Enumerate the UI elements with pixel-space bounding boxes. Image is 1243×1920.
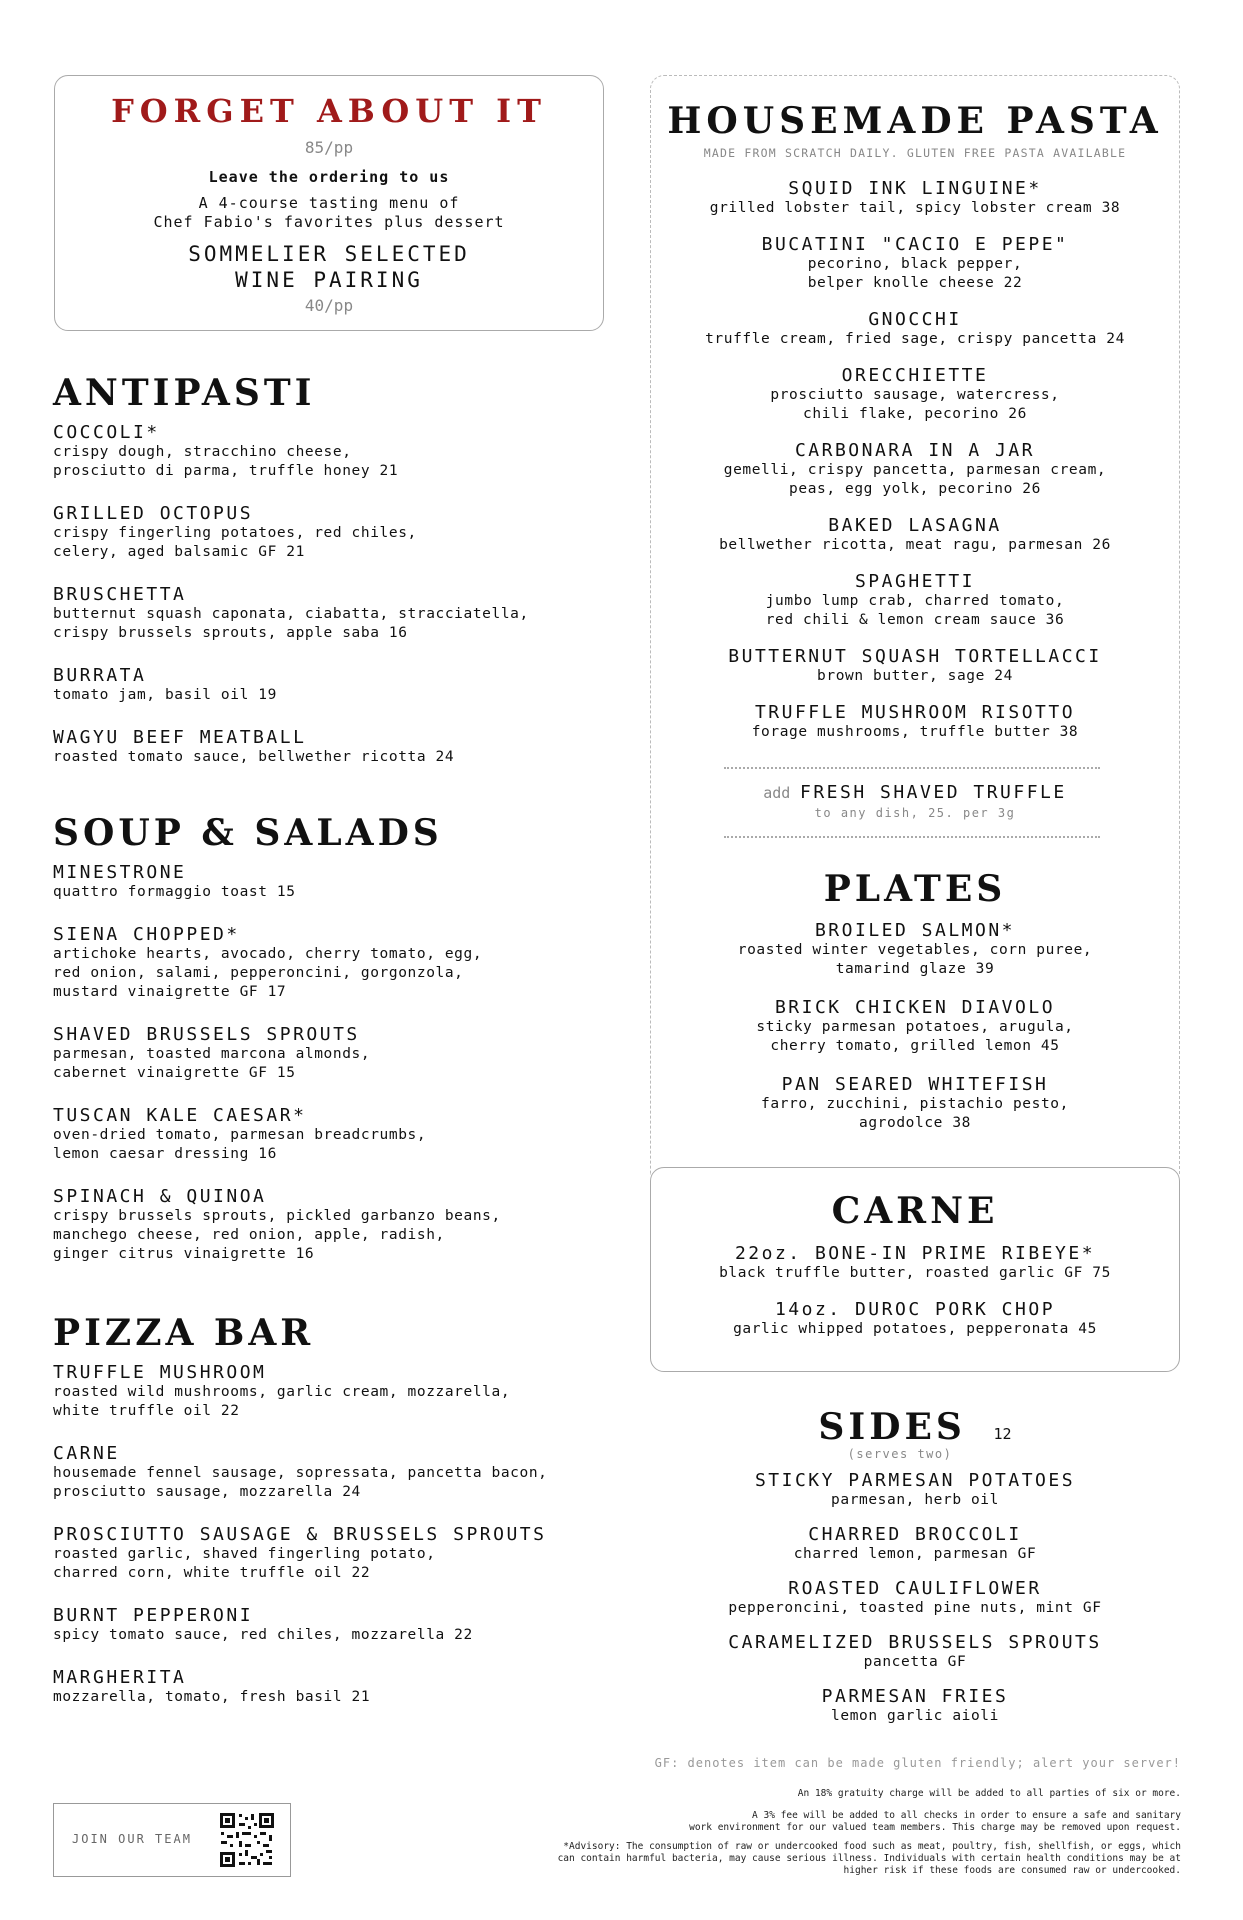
antipasti-item-desc: tomato jam, basil oil 19 (53, 687, 277, 703)
carne-title: CARNE (831, 1190, 999, 1232)
pasta-item (650, 571, 1180, 630)
antipasti-item (53, 584, 613, 643)
plates-item-desc: tamarind glaze 39 (835, 961, 995, 977)
pasta-item-desc: prosciutto sausage, watercress, (770, 387, 1060, 403)
advisory-3: higher risk if these foods are consumed raw or undercooked. (843, 1865, 1181, 1876)
soups-item-desc: cabernet vinaigrette GF 15 (53, 1065, 296, 1081)
pasta-item-name: TRUFFLE MUSHROOM RISOTTO (754, 702, 1076, 723)
antipasti-item (53, 503, 613, 562)
plates-item (650, 997, 1180, 1056)
tasting-desc-1: A 4-course tasting menu of (198, 194, 460, 212)
soups-item-name: MINESTRONE (53, 862, 187, 883)
antipasti-item-desc: crispy dough, stracchino cheese, (53, 444, 352, 460)
carne-list (650, 1243, 1180, 1355)
tasting-menu-box (54, 75, 604, 331)
plates-item-desc: farro, zucchini, pistachio pesto, (761, 1096, 1069, 1112)
truffle-addon-name: FRESH SHAVED TRUFFLE (799, 782, 1067, 803)
soups-item-name: SIENA CHOPPED* (53, 924, 240, 945)
pasta-item-desc: brown butter, sage 24 (817, 668, 1013, 684)
pizza-item-name: BURNT PEPPERONI (53, 1605, 254, 1626)
pasta-item-desc: chili flake, pecorino 26 (803, 406, 1027, 422)
pasta-item-desc: bellwether ricotta, meat ragu, parmesan 26 (719, 537, 1111, 553)
pizza-item-desc: mozzarella, tomato, fresh basil 21 (53, 1689, 371, 1705)
join-team-box[interactable] (53, 1803, 291, 1877)
sides-item-desc: lemon garlic aioli (831, 1708, 999, 1724)
pasta-item-desc: pecorino, black pepper, (807, 256, 1023, 272)
sides-item-desc: charred lemon, parmesan GF (793, 1546, 1037, 1562)
soups-item-desc: artichoke hearts, avocado, cherry tomato, egg, (53, 946, 483, 962)
pasta-item-desc: truffle cream, fried sage, crispy pancetta 24 (705, 331, 1125, 347)
antipasti-item (53, 665, 613, 705)
pasta-item-desc: gemelli, crispy pancetta, parmesan cream, (723, 462, 1107, 478)
sides-item-desc: pepperoncini, toasted pine nuts, mint GF (728, 1600, 1102, 1616)
qr-code-icon[interactable] (219, 1812, 275, 1868)
pizza-item-desc: roasted garlic, shaved fingerling potato, (53, 1546, 436, 1562)
plates-item-desc: agrodolce 38 (859, 1115, 971, 1131)
pasta-item-name: SQUID INK LINGUINE* (788, 178, 1042, 199)
pasta-title: HOUSEMADE PASTA (667, 100, 1163, 142)
plates-list (650, 920, 1180, 1151)
sides-item-name: CARAMELIZED BRUSSELS SPROUTS (728, 1632, 1102, 1653)
pizza-item-desc: prosciutto sausage, mozzarella 24 (53, 1484, 361, 1500)
carne-item-desc: black truffle butter, roasted garlic GF 75 (719, 1265, 1111, 1281)
pasta-item-name: BUTTERNUT SQUASH TORTELLACCI (728, 646, 1102, 667)
soups-item-desc: red onion, salami, pepperoncini, gorgonzola, (53, 965, 464, 981)
sides-note: (serves two) (847, 1447, 953, 1461)
antipasti-item-name: COCCOLI* (53, 422, 160, 443)
pizza-item-name: TRUFFLE MUSHROOM (53, 1362, 267, 1383)
truffle-divider-top (724, 767, 1100, 769)
pasta-item-name: CARBONARA IN A JAR (794, 440, 1036, 461)
pizza-item-desc: spicy tomato sauce, red chiles, mozzarella 22 (53, 1627, 473, 1643)
antipasti-item-name: BRUSCHETTA (53, 584, 187, 605)
sides-item-name: PARMESAN FRIES (821, 1686, 1009, 1707)
pasta-item (650, 365, 1180, 424)
antipasti-item (53, 422, 613, 481)
carne-item-desc: garlic whipped potatoes, pepperonata 45 (733, 1321, 1097, 1337)
pizza-item (53, 1605, 633, 1645)
plates-item-name: BRICK CHICKEN DIAVOLO (774, 997, 1056, 1018)
pasta-item (650, 515, 1180, 555)
pasta-item (650, 309, 1180, 349)
sides-price: 12 (993, 1425, 1012, 1443)
sides-item (650, 1524, 1180, 1564)
soups-item-name: SPINACH & QUINOA (53, 1186, 267, 1207)
antipasti-item-name: BURRATA (53, 665, 147, 686)
tasting-menu-title: FORGET ABOUT IT (111, 92, 547, 130)
antipasti-title: ANTIPASTI (53, 372, 316, 414)
pasta-item-desc: belper knolle cheese 22 (807, 275, 1023, 291)
wine-pairing-1: SOMMELIER SELECTED (188, 242, 470, 266)
sides-header (650, 1406, 1180, 1448)
pasta-item (650, 440, 1180, 499)
antipasti-list (53, 422, 613, 789)
wine-pairing-2: WINE PAIRING (235, 268, 423, 292)
pasta-item (650, 178, 1180, 218)
soups-item (53, 1186, 613, 1264)
truffle-divider-bottom (724, 836, 1100, 838)
antipasti-item-desc: celery, aged balsamic GF 21 (53, 544, 305, 560)
antipasti-item-desc: crispy brussels sprouts, apple saba 16 (53, 625, 408, 641)
pasta-item-desc: grilled lobster tail, spicy lobster cream 38 (709, 200, 1121, 216)
soups-title: SOUP & SALADS (53, 812, 443, 854)
sides-list (650, 1470, 1180, 1740)
sides-item-desc: parmesan, herb oil (831, 1492, 999, 1508)
antipasti-item-name: GRILLED OCTOPUS (53, 503, 254, 524)
sides-item-name: STICKY PARMESAN POTATOES (754, 1470, 1076, 1491)
pizza-title: PIZZA BAR (53, 1312, 315, 1354)
pizza-list (53, 1362, 633, 1729)
soups-item (53, 862, 613, 902)
sides-item-name: ROASTED CAULIFLOWER (788, 1578, 1042, 1599)
plates-item-name: BROILED SALMON* (814, 920, 1016, 941)
plates-item-desc: cherry tomato, grilled lemon 45 (770, 1038, 1060, 1054)
soups-item-desc: mustard vinaigrette GF 17 (53, 984, 287, 1000)
soups-item-desc: ginger citrus vinaigrette 16 (53, 1246, 315, 1262)
sides-item (650, 1686, 1180, 1726)
pasta-item (650, 702, 1180, 742)
pasta-item (650, 234, 1180, 293)
pasta-item-desc: jumbo lump crab, charred tomato, (765, 593, 1065, 609)
gf-note: GF: denotes item can be made gluten friendly; alert your server! (654, 1756, 1181, 1770)
plates-item (650, 1074, 1180, 1133)
pizza-item (53, 1524, 633, 1583)
carne-item (650, 1299, 1180, 1339)
pasta-item-name: GNOCCHI (868, 309, 962, 330)
gratuity-note: An 18% gratuity charge will be added to all parties of six or more. (797, 1788, 1181, 1799)
soups-item (53, 1024, 613, 1083)
plates-title: PLATES (823, 868, 1007, 910)
sides-item (650, 1632, 1180, 1672)
pizza-item (53, 1362, 633, 1421)
pizza-item-desc: charred corn, white truffle oil 22 (53, 1565, 371, 1581)
pizza-item-desc: roasted wild mushrooms, garlic cream, mozzarella, (53, 1384, 511, 1400)
fee-note-1: A 3% fee will be added to all checks in order to ensure a safe and sanitary (752, 1810, 1181, 1821)
carne-item-name: 22oz. BONE-IN PRIME RIBEYE* (734, 1243, 1096, 1264)
pizza-item-name: MARGHERITA (53, 1667, 187, 1688)
pizza-item (53, 1667, 633, 1707)
antipasti-item-desc: crispy fingerling potatoes, red chiles, (53, 525, 417, 541)
antipasti-item (53, 727, 613, 767)
truffle-addon (650, 782, 1180, 803)
antipasti-item-name: WAGYU BEEF MEATBALL (53, 727, 307, 748)
soups-item-desc: oven-dried tomato, parmesan breadcrumbs, (53, 1127, 427, 1143)
sides-item-name: CHARRED BROCCOLI (808, 1524, 1022, 1545)
pasta-item (650, 646, 1180, 686)
pizza-item-name: CARNE (53, 1443, 120, 1464)
pizza-item (53, 1443, 633, 1502)
soups-item (53, 924, 613, 1002)
soups-item-desc: parmesan, toasted marcona almonds, (53, 1046, 371, 1062)
antipasti-item-desc: roasted tomato sauce, bellwether ricotta 24 (53, 749, 455, 765)
advisory-1: *Advisory: The consumption of raw or undercooked food such as meat, poultry, fish, shellfish, or eggs, which (563, 1841, 1181, 1852)
tasting-desc-2: Chef Fabio's favorites plus dessert (153, 213, 505, 231)
sides-title: SIDES (818, 1406, 966, 1448)
fee-note-2: work environment for our valued team members. This charge may be removed upon request. (689, 1822, 1181, 1833)
truffle-add-word: add (763, 784, 791, 802)
soups-item-name: SHAVED BRUSSELS SPROUTS (53, 1024, 360, 1045)
pasta-item-desc: peas, egg yolk, pecorino 26 (789, 481, 1041, 497)
pasta-item-desc: forage mushrooms, truffle butter 38 (751, 724, 1079, 740)
sides-item-desc: pancetta GF (863, 1654, 967, 1670)
soups-list (53, 862, 613, 1286)
pasta-item-name: BAKED LASAGNA (828, 515, 1002, 536)
soups-item-desc: lemon caesar dressing 16 (53, 1146, 277, 1162)
antipasti-item-desc: prosciutto di parma, truffle honey 21 (53, 463, 399, 479)
tasting-tagline: Leave the ordering to us (208, 168, 450, 186)
soups-item-desc: quattro formaggio toast 15 (53, 884, 296, 900)
carne-item-name: 14oz. DUROC PORK CHOP (774, 1299, 1056, 1320)
soups-item (53, 1105, 613, 1164)
sides-item (650, 1578, 1180, 1618)
soups-item-name: TUSCAN KALE CAESAR* (53, 1105, 307, 1126)
sides-item (650, 1470, 1180, 1510)
advisory-2: can contain harmful bacteria, may cause serious illness. Individuals with certain health conditions may be at (557, 1853, 1181, 1864)
plates-item-desc: sticky parmesan potatoes, arugula, (756, 1019, 1074, 1035)
pasta-item-name: ORECCHIETTE (841, 365, 989, 386)
plates-item (650, 920, 1180, 979)
pasta-item-desc: red chili & lemon cream sauce 36 (765, 612, 1065, 628)
pizza-item-desc: white truffle oil 22 (53, 1403, 240, 1419)
soups-item-desc: manchego cheese, red onion, apple, radish, (53, 1227, 445, 1243)
tasting-price: 85/pp (304, 138, 354, 157)
pasta-item-name: BUCATINI "CACIO E PEPE" (761, 234, 1069, 255)
antipasti-item-desc: butternut squash caponata, ciabatta, stracciatella, (53, 606, 529, 622)
soups-item-desc: crispy brussels sprouts, pickled garbanzo beans, (53, 1208, 501, 1224)
wine-pairing-price: 40/pp (304, 296, 354, 315)
pasta-item-name: SPAGHETTI (854, 571, 976, 592)
carne-item (650, 1243, 1180, 1283)
plates-item-name: PAN SEARED WHITEFISH (781, 1074, 1049, 1095)
pasta-subtitle: MADE FROM SCRATCH DAILY. GLUTEN FREE PASTA AVAILABLE (703, 146, 1127, 160)
pasta-list (650, 178, 1180, 758)
pizza-item-name: PROSCIUTTO SAUSAGE & BRUSSELS SPROUTS (53, 1524, 547, 1545)
pizza-item-desc: housemade fennel sausage, sopressata, pancetta bacon, (53, 1465, 548, 1481)
truffle-addon-note: to any dish, 25. per 3g (814, 806, 1016, 820)
plates-item-desc: roasted winter vegetables, corn puree, (737, 942, 1093, 958)
join-team-label: JOIN OUR TEAM (72, 1832, 192, 1846)
